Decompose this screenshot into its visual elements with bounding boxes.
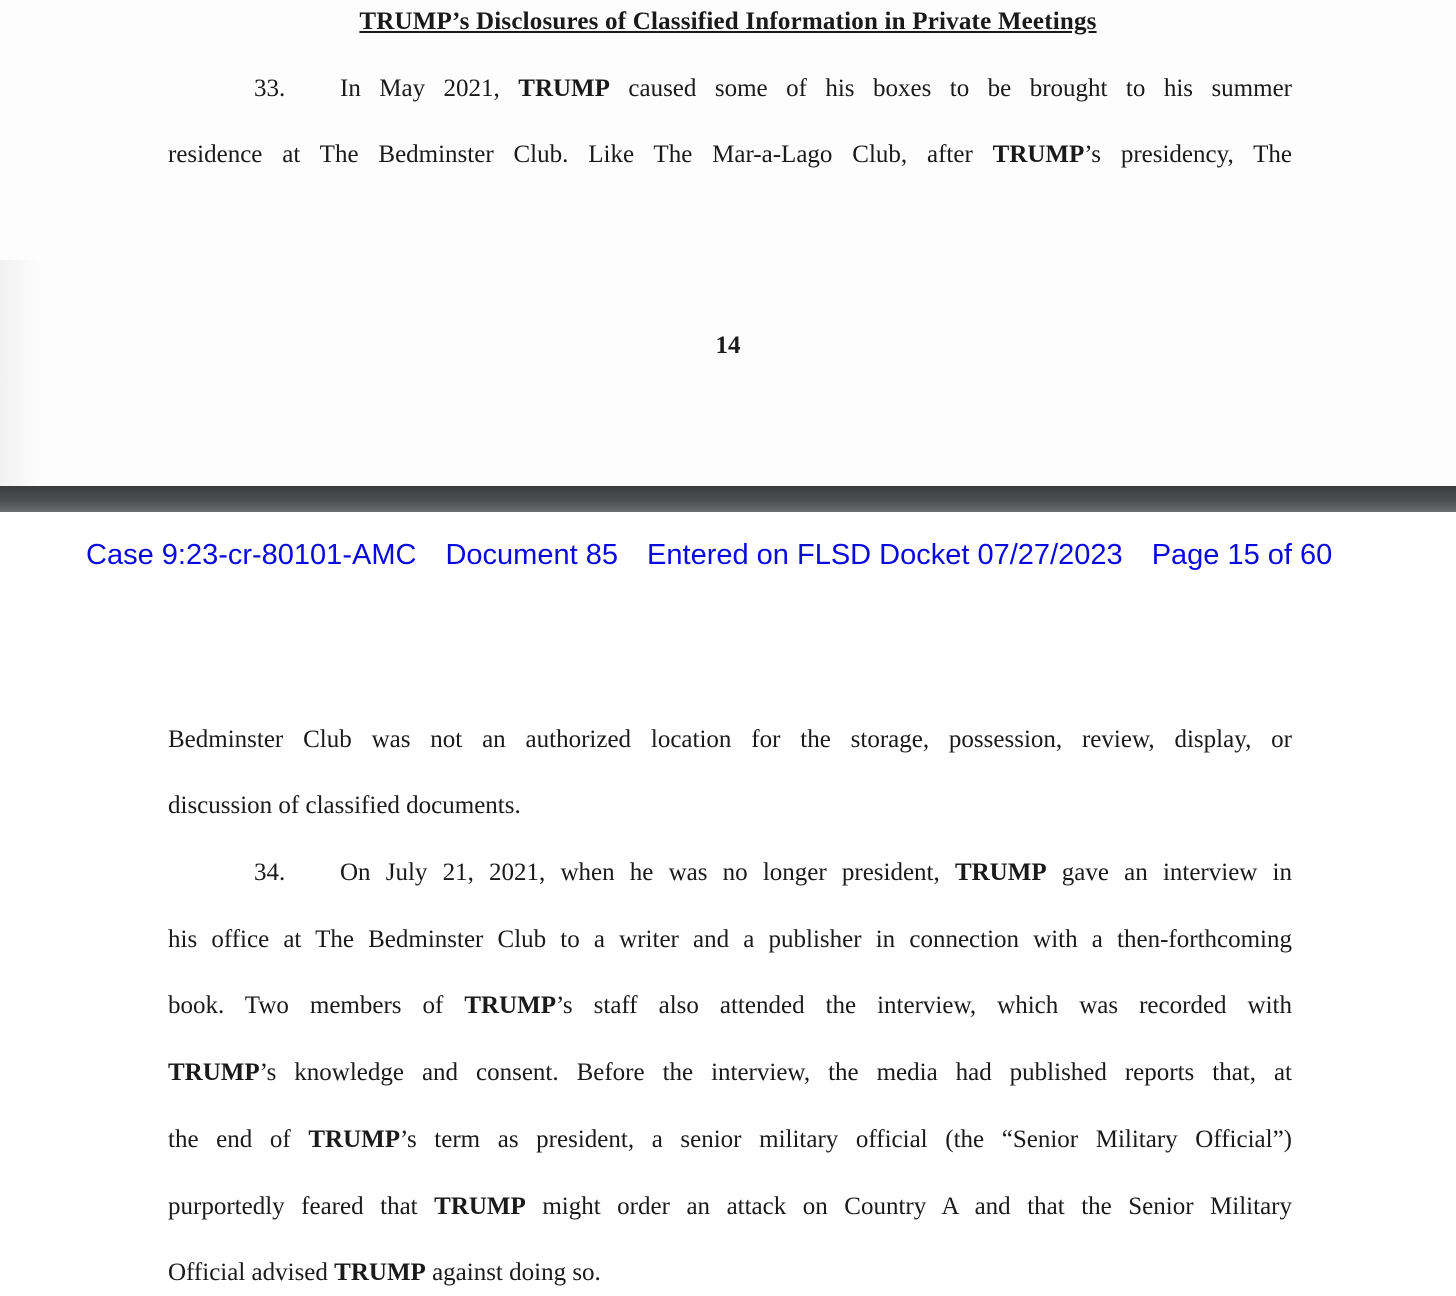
para-34-line-4: TRUMP’s knowledge and consent. Before the interview, the media had published reports that, at [168, 1059, 1292, 1086]
continuation-line-2: discussion of classified documents. [168, 792, 521, 819]
paragraph-number: 34. [254, 859, 286, 886]
para-34-line-3: book. Two members of TRUMP’s staff also attended the interview, which was recorded with [168, 992, 1292, 1019]
continuation-line-1: Bedminster Club was not an authorized location for the storage, possession, review, display, or [168, 726, 1292, 753]
page-number: 14 [715, 332, 741, 359]
para-34-line-1: 34. On July 21, 2021, when he was no longer president, TRUMP gave an interview in [254, 859, 1292, 886]
section-heading: TRUMP’s Disclosures of Classified Information in Private Meetings [359, 8, 1097, 35]
para-34-line-5: the end of TRUMP’s term as president, a senior military official (the “Senior Military Official”) [168, 1126, 1292, 1153]
para-34-line-7: Official advised TRUMP against doing so. [168, 1259, 601, 1286]
para-34-line-2: his office at The Bedminster Club to a writer and a publisher in connection with a then-forthcoming [168, 926, 1292, 953]
page-shadow [0, 260, 40, 486]
para-33-line-1: 33. In May 2021, TRUMP caused some of his boxes to be brought to his summer [254, 75, 1292, 102]
entered-date: Entered on FLSD Docket 07/27/2023 [647, 539, 1123, 571]
para-34-line-6: purportedly feared that TRUMP might order an attack on Country A and that the Senior Military [168, 1193, 1292, 1220]
para-33-line-2: residence at The Bedminster Club. Like The Mar-a-Lago Club, after TRUMP’s presidency, The [168, 141, 1293, 168]
current-page [0, 512, 1456, 1296]
case-number: Case 9:23-cr-80101-AMC [86, 539, 417, 571]
page-count: Page 15 of 60 [1151, 539, 1333, 571]
previous-page [0, 0, 1456, 486]
docket-header [86, 539, 1332, 572]
page-separator [0, 486, 1456, 512]
paragraph-number: 33. [254, 75, 286, 102]
document-number: Document 85 [445, 539, 618, 571]
